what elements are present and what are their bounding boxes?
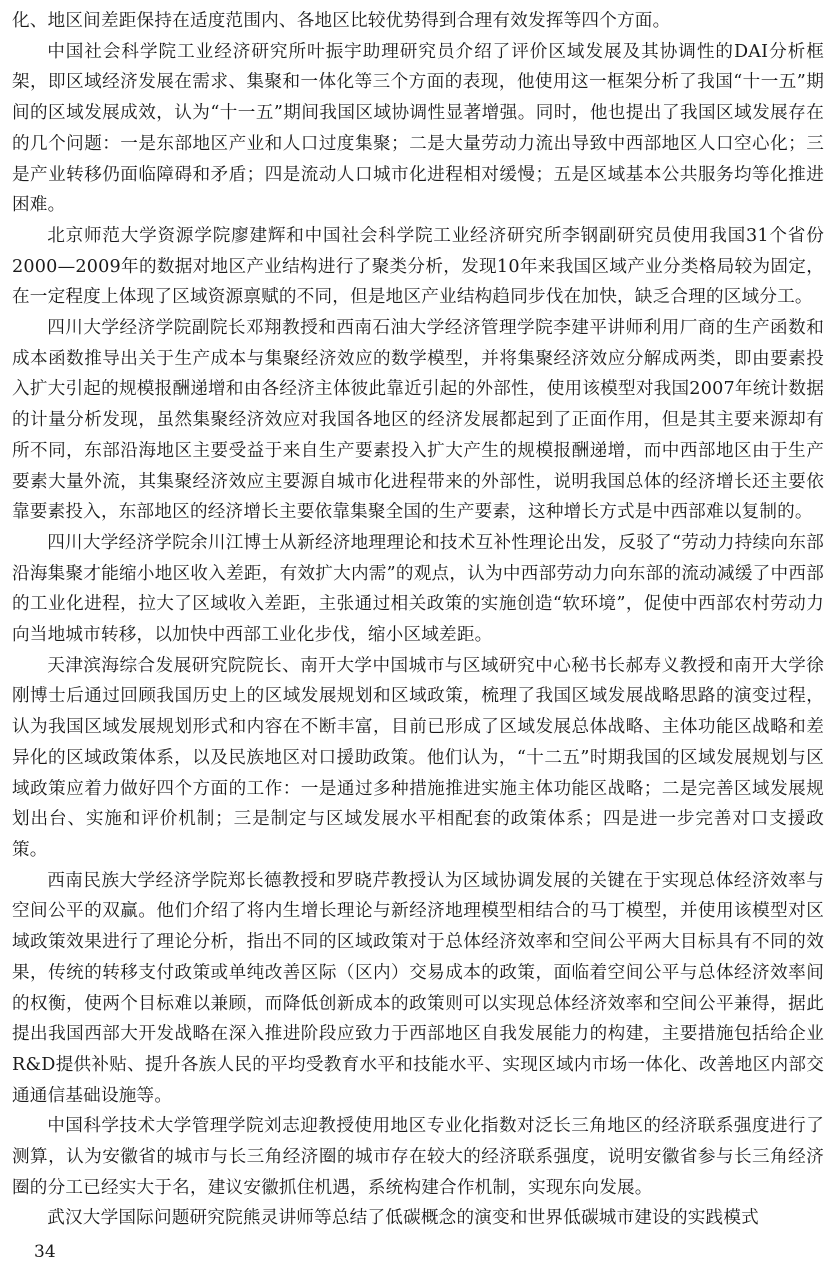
paragraph: 天津滨海综合发展研究院院长、南开大学中国城市与区域研究中心秘书长郝寿义教授和南开大学徐刚博士后通过回顾我国历史上的区域发展规划和区域政策，梳理了我国区域发展战略思路的演变过程，认为我国区域发展规划形式和内容在不断丰富，目前已形成了区域发展总体战略、主体功能区战略和差异化的区域政策体系，以及民族地区对口援助政策。他们认为，“十二五”时期我国的区域发展规划与区域政策应着力做好四个方面的工作：一是通过多种措施推进实施主体功能区战略；二是完善区域发展规划出台、实施和评价机制；三是制定与区域发展水平相配套的政策体系；四是进一步完善对口支援政策。 [12,655,824,860]
paragraph: 中国科学技术大学管理学院刘志迎教授使用地区专业化指数对泛长三角地区的经济联系强度进行了测算，认为安徽省的城市与长三角经济圈的城市存在较大的经济联系强度，说明安徽省参与长三角经济圈的分工已经实大于名，建议安徽抓住机遇，系统构建合作机制，实现东向发展。 [12,1116,824,1198]
paragraph: 武汉大学国际问题研究院熊灵讲师等总结了低碳概念的演变和世界低碳城市建设的实践模式 [47,1208,759,1229]
document-body [12,6,824,1234]
paragraph: 西南民族大学经济学院郑长德教授和罗晓芹教授认为区域协调发展的关键在于实现总体经济效率与空间公平的双赢。他们介绍了将内生增长理论与新经济地理模型相结合的马丁模型，并使用该模型对区域政策效果进行了理论分析，指出不同的区域政策对于总体经济效率和空间公平两大目标具有不同的效果，传统的转移支付政策或单纯改善区际（区内）交易成本的政策，面临着空间公平与总体经济效率间的权衡，使两个目标难以兼顾，而降低创新成本的政策则可以实现总体经济效率和空间公平兼得，据此提出我国西部大开发战略在深入推进阶段应致力于西部地区自我发展能力的构建，主要措施包括给企业R&D提供补贴、提升各族人民的平均受教育水平和技能水平、实现区域内市场一体化、改善地区内部交通通信基础设施等。 [12,870,824,1106]
paragraph: 北京师范大学资源学院廖建辉和中国社会科学院工业经济研究所李钢副研究员使用我国31个省份2000—2009年的数据对地区产业结构进行了聚类分析，发现10年来我国区域产业分类格局较为固定，在一定程度上体现了区域资源禀赋的不同，但是地区产业结构趋同步伐在加快，缺乏合理的区域分工。 [12,225,824,308]
paragraph: 四川大学经济学院副院长邓翔教授和西南石油大学经济管理学院李建平讲师利用厂商的生产函数和成本函数推导出关于生产成本与集聚经济效应的数学模型，并将集聚经济效应分解成两类，即由要素投入扩大引起的规模报酬递增和由各经济主体彼此靠近引起的外部性，使用该模型对我国2007年统计数据的计量分析发现，虽然集聚经济效应对我国各地区的经济发展都起到了正面作用，但是其主要来源却有所不同，东部沿海地区主要受益于来自生产要素投入扩大产生的规模报酬递增，而中西部地区由于生产要素大量外流，其集聚经济效应主要源自城市化进程带来的外部性，说明我国总体的经济增长还主要依靠要素投入，东部地区的经济增长主要依靠集聚全国的生产要素，这种增长方式是中西部难以复制的。 [12,318,824,523]
page-number: 34 [34,1242,56,1262]
paragraph: 中国社会科学院工业经济研究所叶振宇助理研究员介绍了评价区域发展及其协调性的DAI分析框架，即区域经济发展在需求、集聚和一体化等三个方面的表现，他使用这一框架分析了我国“十一五”期间的区域发展成效，认为“十一五”期间我国区域协调性显著增强。同时，他也提出了我国区域发展存在的几个问题：一是东部地区产业和人口过度集聚；二是大量劳动力流出导致中西部地区人口空心化；三是产业转移仍面临障碍和矛盾；四是流动人口城市化进程相对缓慢；五是区域基本公共服务均等化推进困难。 [12,41,824,216]
paragraph: 四川大学经济学院余川江博士从新经济地理理论和技术互补性理论出发，反驳了“劳动力持续向东部沿海集聚才能缩小地区收入差距，有效扩大内需”的观点，认为中西部劳动力向东部的流动减缓了中西部的工业化进程，拉大了区域收入差距，主张通过相关政策的实施创造“软环境”，促使中西部农村劳动力向当地城市转移，以加快中西部工业化步伐，缩小区域差距。 [12,532,824,646]
paragraph-continuation: 化、地区间差距保持在适度范围内、各地区比较优势得到合理有效发挥等四个方面。 [12,11,671,31]
